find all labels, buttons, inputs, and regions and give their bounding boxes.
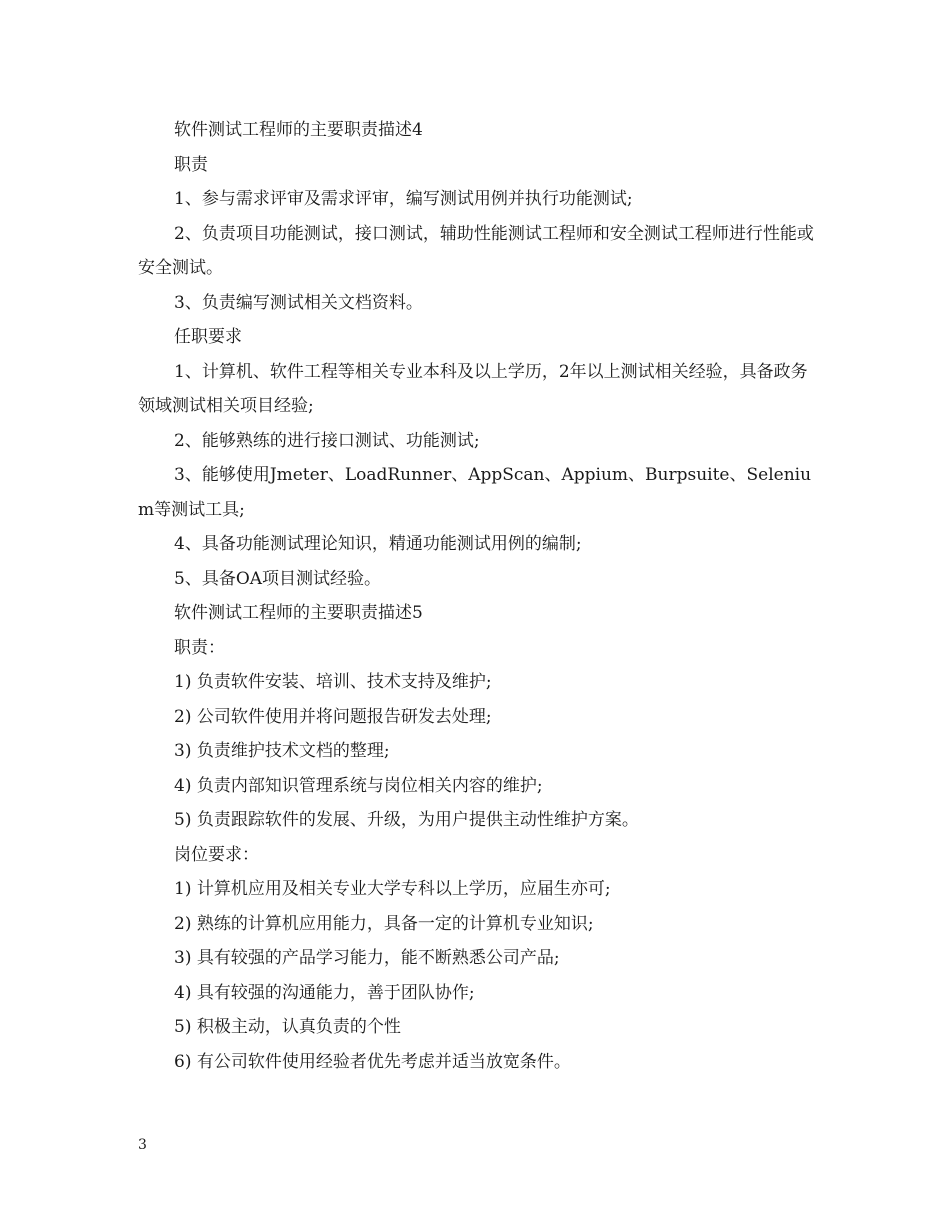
list-item: 3、负责编写测试相关文档资料。 [174, 292, 423, 313]
list-item: 2、能够熟练的进行接口测试、功能测试; [174, 430, 480, 451]
section-heading: 任职要求 [174, 327, 242, 347]
list-item: 4) 具有较强的沟通能力，善于团队协作; [174, 982, 475, 1003]
list-item: 5) 积极主动，认真负责的个性 [174, 1017, 401, 1037]
section-title: 软件测试工程师的主要职责描述4 [174, 120, 423, 140]
list-item: 3) 具有较强的产品学习能力，能不断熟悉公司产品; [174, 948, 560, 968]
section-heading: 职责 [174, 154, 208, 175]
section-heading: 岗位要求： [174, 844, 259, 865]
section-heading: 职责： [174, 637, 225, 658]
list-item: 2) 熟练的计算机应用能力，具备一定的计算机专业知识; [174, 913, 594, 934]
list-item: 4、具备功能测试理论知识，精通功能测试用例的编制; [174, 534, 582, 554]
list-item: 2、负责项目功能测试，接口测试，辅助性能测试工程师和安全测试工程师进行性能或安全测试。 [138, 223, 814, 278]
list-item: 2) 公司软件使用并将问题报告研发去处理; [174, 706, 492, 727]
list-item: 1) 负责软件安装、培训、技术支持及维护; [174, 672, 492, 692]
list-item: 3) 负责维护技术文档的整理; [174, 741, 390, 761]
list-item: 1、计算机、软件工程等相关专业本科及以上学历，2年以上测试相关经验，具备政务领域测试相关项目经验; [138, 361, 808, 416]
list-item: 6) 有公司软件使用经验者优先考虑并适当放宽条件。 [174, 1051, 571, 1072]
list-item: 5、具备OA项目测试经验。 [174, 568, 382, 589]
document-body [138, 113, 818, 1079]
section-title: 软件测试工程师的主要职责描述5 [174, 603, 423, 623]
list-item: 5) 负责跟踪软件的发展、升级，为用户提供主动性维护方案。 [174, 810, 639, 830]
list-item: 1、参与需求评审及需求评审，编写测试用例并执行功能测试; [174, 189, 633, 209]
list-item: 4) 负责内部知识管理系统与岗位相关内容的维护; [174, 775, 543, 796]
list-item: 3、能够使用Jmeter、LoadRunner、AppScan、Appium、Burpsuite、Selenium等测试工具; [138, 465, 812, 520]
list-item: 1) 计算机应用及相关专业大学专科以上学历，应届生亦可; [174, 879, 611, 899]
page-number: 3 [138, 1137, 147, 1153]
